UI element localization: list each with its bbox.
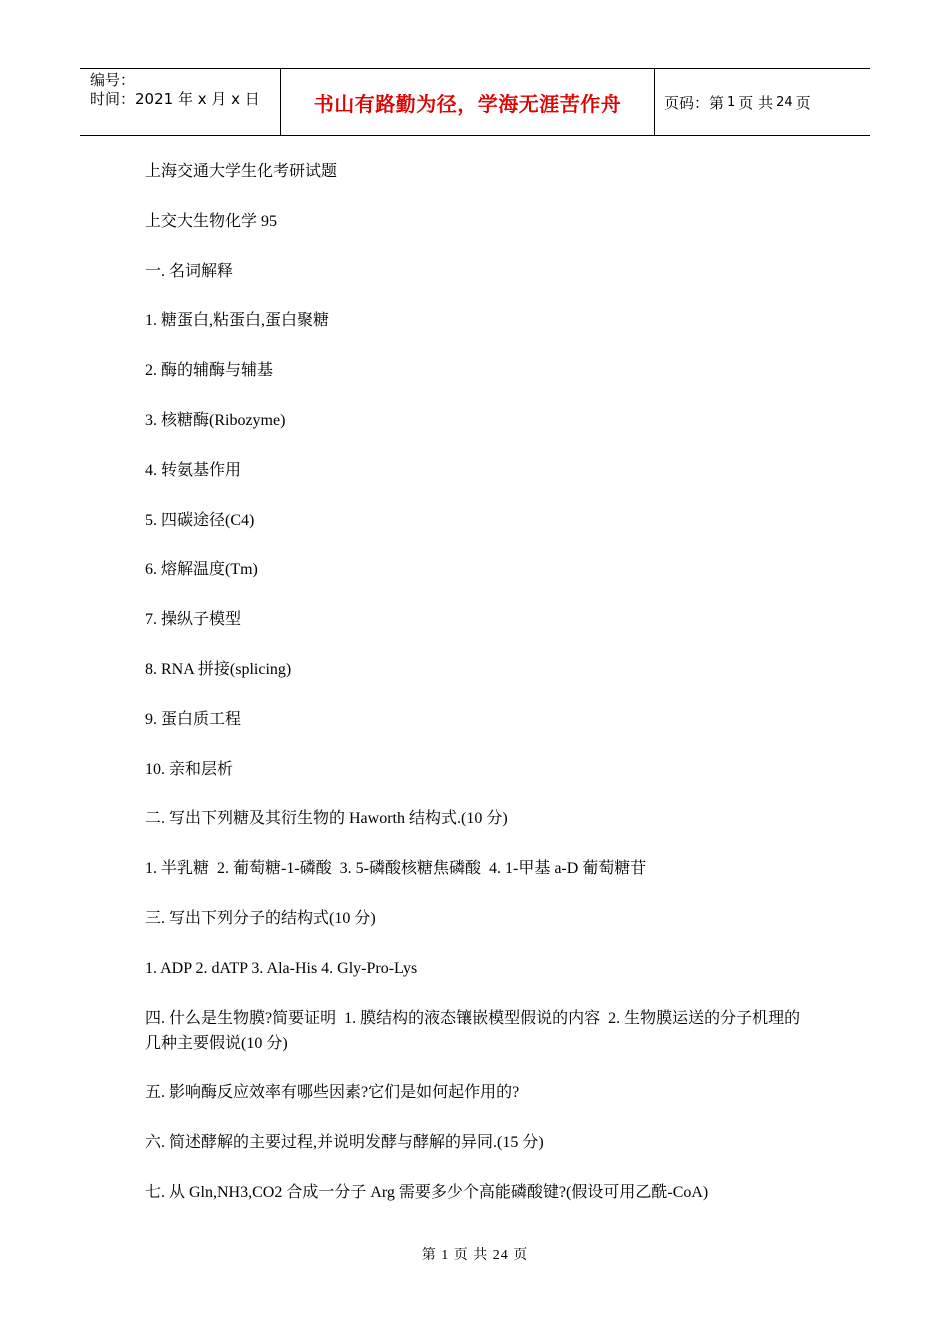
question-line: 2. 酶的辅酶与辅基 (145, 362, 274, 380)
question-line: 9. 蛋白质工程 (145, 710, 242, 728)
section-heading: 三. 写出下列分子的结构式(10 分) (145, 909, 376, 927)
question-line: 4. 转氨基作用 (145, 461, 242, 479)
header-motto-cell (281, 69, 655, 135)
question-line: 8. RNA 拼接(splicing) (145, 660, 292, 678)
doc-subtitle: 上交大生物化学 95 (145, 212, 278, 230)
doc-title: 上海交通大学生化考研试题 (145, 163, 338, 180)
page-mid: 页 共 (738, 93, 774, 112)
question-line: 1. 半乳糖 2. 葡萄糖-1-磷酸 3. 5-磷酸核糖焦磷酸 4. 1-甲基 a-D 葡萄糖苷 (145, 860, 647, 878)
page-footer: 第 1 页 共 24 页 (421, 1248, 529, 1263)
page-header (80, 68, 870, 136)
page-current: 1 (727, 94, 736, 110)
question-line: 10. 亲和层析 (145, 760, 234, 778)
section-heading: 一. 名词解释 (145, 262, 234, 280)
section-heading: 四. 什么是生物膜?简要证明 1. 膜结构的液态镶嵌模型假说的内容 2. 生物膜运送的分子机理的几种主要假说(10 分) (145, 1009, 801, 1052)
page-prefix: 页码：第 (664, 93, 725, 112)
question-line: 6. 熔解温度(Tm) (145, 561, 258, 579)
header-page-info (655, 69, 870, 135)
motto-text: 书山有路勤为径，学海无涯苦作舟 (313, 91, 622, 116)
page-total: 24 (776, 94, 793, 110)
question-line: 1. 糖蛋白,粘蛋白,蛋白聚糖 (145, 312, 330, 330)
number-label: 编号： (90, 71, 136, 89)
question-line: 3. 核糖酶(Ribozyme) (145, 411, 286, 429)
section-heading: 七. 从 Gln,NH3,CO2 合成一分子 Arg 需要多少个高能磷酸键?(假设可用乙酰-CoA) (145, 1183, 709, 1201)
section-heading: 五. 影响酶反应效率有哪些因素?它们是如何起作用的? (145, 1084, 520, 1102)
section-heading: 六. 简述酵解的主要过程,并说明发酵与酵解的异同.(15 分) (145, 1134, 544, 1152)
question-line: 7. 操纵子模型 (145, 611, 242, 629)
document-body (145, 159, 815, 1230)
header-meta (80, 69, 281, 135)
question-line: 1. ADP 2. dATP 3. Ala-His 4. Gly-Pro-Lys (145, 959, 418, 977)
page-suffix: 页 (795, 93, 811, 112)
time-label: 时间：2021 年 x 月 x 日 (90, 90, 260, 108)
question-line: 5. 四碳途径(C4) (145, 511, 255, 529)
section-heading: 二. 写出下列糖及其衍生物的 Haworth 结构式.(10 分) (145, 810, 508, 828)
